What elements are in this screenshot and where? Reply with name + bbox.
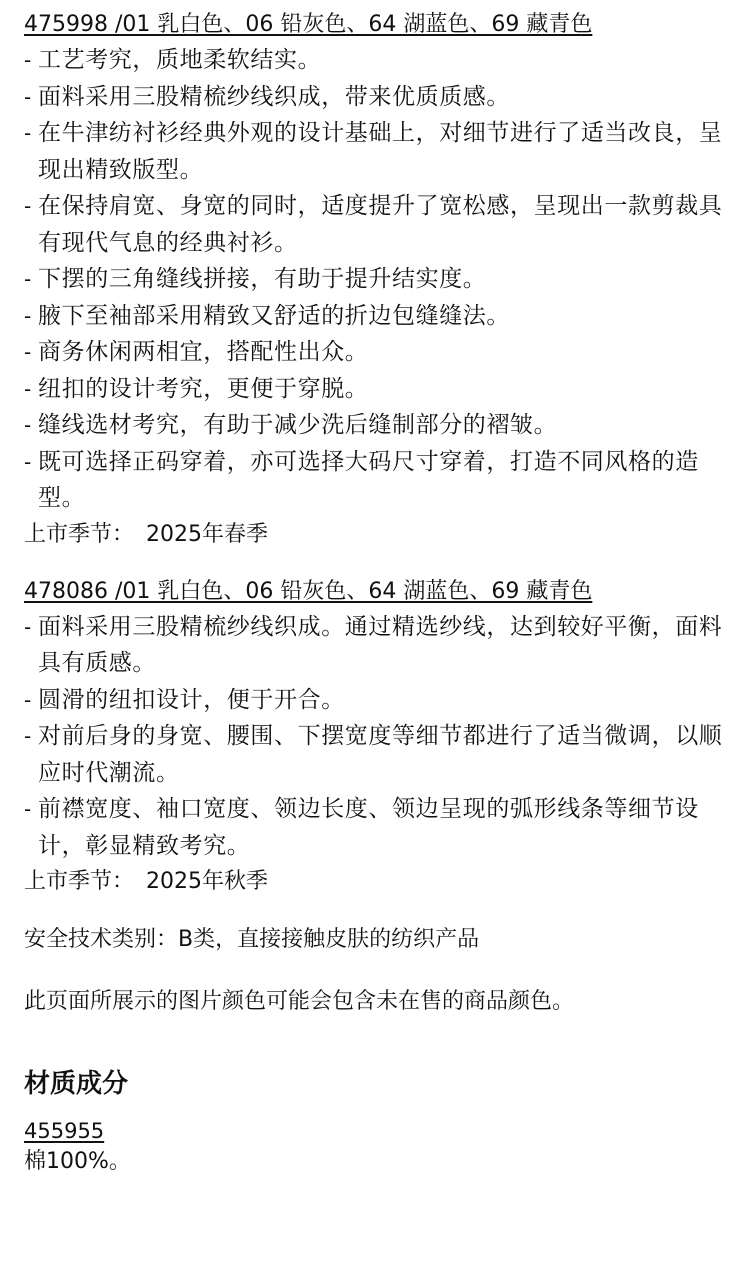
- feature-text: 纽扣的设计考究，更便于穿脱。: [38, 375, 369, 402]
- feature-list: [24, 42, 726, 517]
- dash-bullet-icon: -: [24, 194, 32, 218]
- dash-bullet-icon: -: [24, 303, 32, 328]
- feature-item: [24, 444, 726, 517]
- feature-text: 下摆的三角缝线拼接，有助于提升结实度。: [38, 266, 487, 292]
- feature-text: 面料采用三股精梳纱线织成。通过精选纱线，达到较好平衡，面料具有质感。: [38, 613, 723, 676]
- feature-item: [24, 609, 726, 682]
- dash-bullet-icon: -: [24, 84, 32, 109]
- feature-text: 在保持肩宽、身宽的同时，适度提升了宽松感，呈现出一款剪裁具有现代气息的经典衬衫。: [38, 193, 723, 256]
- feature-text: 圆滑的纽扣设计，便于开合。: [38, 686, 345, 713]
- material-composition: 棉100%。: [24, 1149, 131, 1174]
- feature-item: [24, 334, 726, 371]
- material-code-link[interactable]: 455955: [24, 1119, 105, 1143]
- feature-text: 工艺考究，质地柔软结实。: [38, 47, 322, 73]
- dash-bullet-icon: -: [24, 614, 32, 639]
- dash-bullet-icon: -: [24, 413, 32, 437]
- feature-item: [24, 682, 726, 719]
- feature-item: [24, 791, 726, 864]
- material-section-title: 材质成分: [24, 1069, 129, 1099]
- feature-list: [24, 609, 726, 865]
- feature-text: 商务休闲两相宜，搭配性出众。: [38, 339, 369, 365]
- color-disclaimer: 此页面所展示的图片颜色可能会包含未在售的商品颜色。: [24, 989, 575, 1014]
- product-heading-link[interactable]: 475998 /01 乳白色、06 铅灰色、64 湖蓝色、69 藏青色: [24, 12, 593, 37]
- feature-text: 前襟宽度、袖口宽度、领边长度、领边呈现的弧形线条等细节设计，彰显精致考究。: [38, 796, 699, 859]
- feature-text: 在牛津纺衬衫经典外观的设计基础上，对细节进行了适当改良，呈现出精致版型。: [38, 120, 723, 183]
- dash-bullet-icon: -: [24, 449, 32, 474]
- feature-item: [24, 115, 726, 188]
- launch-season: [24, 864, 726, 900]
- product-details-page: [0, 8, 750, 1286]
- launch-season-value: 2025年秋季: [146, 869, 269, 894]
- dash-bullet-icon: -: [24, 121, 32, 145]
- launch-season-value: 2025年春季: [146, 521, 269, 547]
- feature-item: [24, 407, 726, 444]
- dash-bullet-icon: -: [24, 724, 32, 748]
- feature-item: [24, 188, 726, 261]
- feature-text: 缝线选材考究，有助于减少洗后缝制部分的褶皱。: [38, 412, 558, 438]
- dash-bullet-icon: -: [24, 48, 32, 72]
- safety-category-note: 安全技术类别：B类，直接接触皮肤的纺织产品: [24, 927, 480, 952]
- product-heading-link[interactable]: 478086 /01 乳白色、06 铅灰色、64 湖蓝色、69 藏青色: [24, 578, 593, 604]
- dash-bullet-icon: -: [24, 797, 32, 821]
- feature-text: 面料采用三股精梳纱线织成，带来优质质感。: [38, 83, 510, 110]
- feature-item: [24, 371, 726, 408]
- feature-item: [24, 79, 726, 116]
- feature-item: [24, 718, 726, 791]
- launch-season: [24, 517, 726, 553]
- launch-season-label: 上市季节：: [24, 521, 135, 547]
- feature-item: [24, 298, 726, 335]
- product-block: [24, 8, 726, 553]
- dash-bullet-icon: -: [24, 340, 32, 364]
- feature-text: 对前后身的身宽、腰围、下摆宽度等细节都进行了适当微调，以顺应时代潮流。: [38, 723, 723, 786]
- dash-bullet-icon: -: [24, 376, 32, 401]
- feature-item: [24, 42, 726, 79]
- dash-bullet-icon: -: [24, 267, 32, 291]
- product-block: [24, 575, 726, 901]
- launch-season-label: 上市季节：: [24, 869, 135, 894]
- dash-bullet-icon: -: [24, 687, 32, 712]
- feature-text: 腋下至袖部采用精致又舒适的折边包缝缝法。: [38, 302, 510, 329]
- feature-text: 既可选择正码穿着，亦可选择大码尺寸穿着，打造不同风格的造型。: [38, 448, 699, 511]
- feature-item: [24, 261, 726, 298]
